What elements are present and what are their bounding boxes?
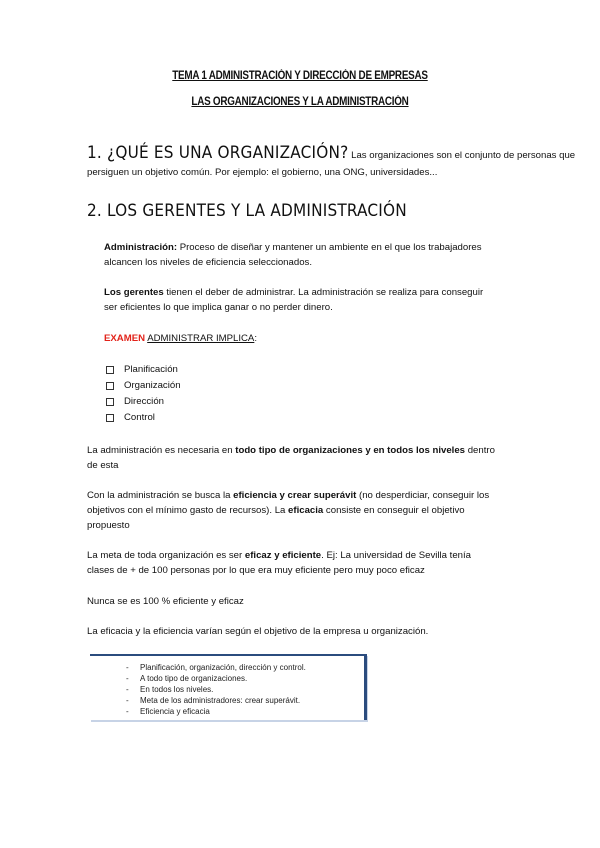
p1-a: La administración es necesaria en — [87, 445, 236, 456]
summary-item: - Eficiencia y eficacia — [126, 706, 364, 717]
checklist — [106, 362, 181, 426]
paragraph-3-line2: clases de + de 100 personas por lo que era muy eficiente pero muy poco eficaz — [87, 565, 425, 576]
p1-c: dentro — [465, 445, 495, 456]
gerentes-term: Los gerentes — [104, 287, 164, 298]
summary-item: - Meta de los administradores: crear superávit. — [126, 695, 364, 706]
p3-c: . Ej: La universidad de Sevilla tenía — [321, 550, 472, 561]
p2-b: eficiencia y crear superávit — [233, 490, 357, 501]
section2-heading-line — [87, 201, 407, 222]
checkbox[interactable] — [106, 366, 114, 374]
p2-c: (no desperdiciar, conseguir los — [356, 490, 490, 501]
gerentes-text1: tienen el deber de administrar. La administración se realiza para conseguir — [163, 287, 484, 298]
paragraph-3-line1 — [87, 548, 471, 564]
paragraph-1-line1 — [87, 443, 495, 459]
checklist-label: Planificación — [124, 364, 178, 376]
section1-heading: 1. ¿QUÉ ES UNA ORGANIZACIÓN? — [87, 143, 349, 163]
gerentes-line1 — [104, 285, 483, 301]
document-subtitle: LAS ORGANIZACIONES Y LA ADMINISTRACIÓN — [191, 96, 409, 108]
checklist-item[interactable] — [106, 394, 181, 410]
gerentes-line2: ser eficientes lo que implica ganar o no perder dinero. — [104, 302, 333, 313]
p3-a: La meta de toda organización es ser — [87, 550, 245, 561]
checklist-item[interactable] — [106, 362, 181, 378]
document-title: TEMA 1 ADMINISTRACIÓN Y DIRECCIÓN DE EMPRESAS — [172, 70, 428, 82]
section1-text-line1: Las organizaciones son el conjunto de personas que — [351, 150, 576, 161]
checkbox[interactable] — [106, 414, 114, 422]
p1-b: todo tipo de organizaciones y en todos los niveles — [235, 445, 466, 456]
checklist-item[interactable] — [106, 410, 181, 426]
summary-image-box — [90, 654, 367, 720]
p2-e: eficacia — [288, 505, 324, 516]
admin-term: Administración: — [104, 242, 178, 253]
p2-a: Con la administración se busca la — [87, 490, 234, 501]
admin-definition-line2: alcancen los niveles de eficiencia seleccionados. — [104, 257, 312, 268]
section1-heading-line — [87, 143, 576, 164]
checklist-item[interactable] — [106, 378, 181, 394]
admin-def1: Proceso de diseñar y mantener un ambiente en el que los trabajadores — [177, 242, 482, 253]
checklist-label: Dirección — [124, 396, 164, 408]
summary-item: - En todos los niveles. — [126, 684, 364, 695]
checklist-label: Organización — [124, 380, 181, 392]
summary-item: - Planificación, organización, dirección y control. — [126, 662, 364, 673]
exam-heading — [104, 331, 257, 347]
exam-title: ADMINISTRAR IMPLICA — [147, 333, 255, 344]
checkbox[interactable] — [106, 382, 114, 390]
section1-text-line2: persiguen un objetivo común. Por ejemplo: el gobierno, una ONG, universidades... — [87, 167, 438, 178]
paragraph-2-line3: propuesto — [87, 520, 130, 531]
checkbox[interactable] — [106, 398, 114, 406]
paragraph-5: La eficacia y la eficiencia varían según el objetivo de la empresa u organización. — [87, 626, 429, 637]
p2-d: objetivos con el mínimo gasto de recursos). La — [87, 505, 289, 516]
exam-label: EXAMEN — [104, 333, 146, 344]
summary-item: - A todo tipo de organizaciones. — [126, 673, 364, 684]
checklist-label: Control — [124, 412, 155, 424]
paragraph-2-line2 — [87, 503, 465, 519]
p2-f: consiste en conseguir el objetivo — [323, 505, 465, 516]
section2-heading: 2. LOS GERENTES Y LA ADMINISTRACIÓN — [87, 201, 407, 221]
paragraph-2-line1 — [87, 488, 489, 504]
paragraph-4: Nunca se es 100 % eficiente y eficaz — [87, 596, 244, 607]
admin-definition-line1 — [104, 240, 482, 256]
paragraph-1-line2: de esta — [87, 460, 119, 471]
summary-list — [90, 656, 364, 717]
p3-b: eficaz y eficiente — [244, 550, 322, 561]
exam-colon: : — [254, 333, 258, 344]
